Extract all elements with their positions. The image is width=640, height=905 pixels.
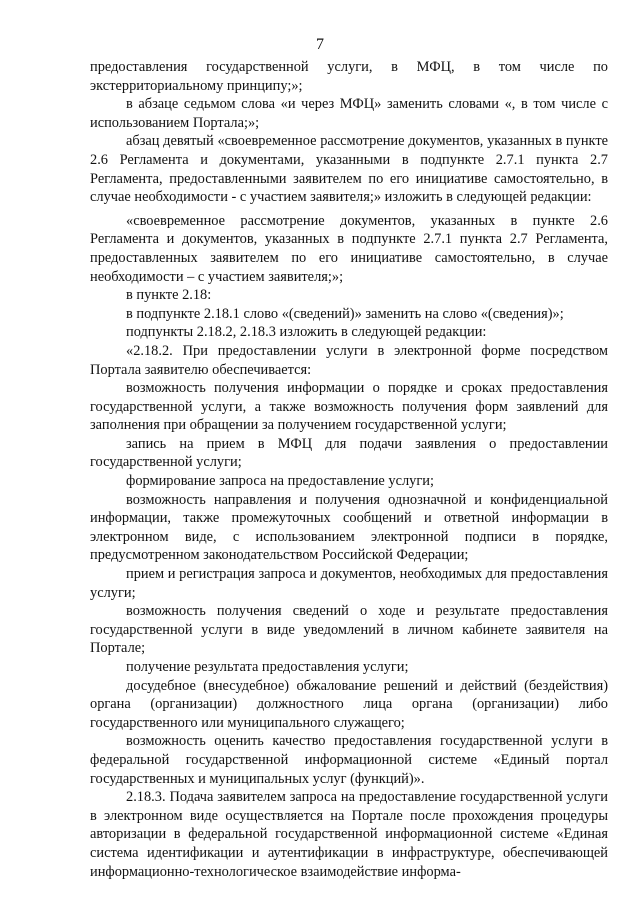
paragraph-2-18-2: «2.18.2. При предоставлении услуги в электронной форме посредством Портала заявителю обеспечивается:	[90, 342, 608, 378]
list-item: возможность оценить качество предоставления государственной услуги в федеральной государственной информационной системе «Единый портал государственных и муниципальных услуг (функций)».	[90, 733, 608, 787]
list-item: прием и регистрация запроса и документов, необходимых для предоставления услуги;	[90, 566, 608, 601]
paragraph-amendment-abzac-9: абзац девятый «своевременное рассмотрение документов, указанных в пункте 2.6 Регламента и документами, указанными в подпункте 2.7.1 пункта 2.7 Регламента, предоставленными заявителем по его инициативе самостоятельно, в случае необходимости - с участием заявителя;» изложить в следующей редакции:	[90, 133, 608, 206]
paragraph-point-2-18: в пункте 2.18:	[126, 287, 212, 304]
paragraph-amendment-abzac-7: в абзаце седьмом слова «и через МФЦ» заменить словами «, в том числе с использованием Портала;»;	[90, 96, 608, 131]
list-item: формирование запроса на предоставление услуги;	[126, 473, 434, 490]
document-body	[90, 58, 608, 881]
paragraph-new-wording: «своевременное рассмотрение документов, указанных в пункте 2.6 Регламента и документов, указанных в подпункте 2.7.1 пункта 2.7 Регламента, предоставленных заявителем по его инициативе самостоятельно, в случае необходимости – с участием заявителя;»;	[90, 212, 608, 285]
paragraph-subpoint-2-18-1: в подпункте 2.18.1 слово «(сведений)» заменить на слово «(сведения)»;	[126, 305, 564, 322]
list-item: возможность получения информации о порядке и сроках предоставления государственной услуги, а также возможность получения форм заявлений для заполнения при обращении за получением государственной услуги;	[90, 380, 608, 434]
list-item: возможность направления и получения однозначной и конфиденциальной информации, также промежуточных сообщений и ответной информации в электронном виде, с использованием электронной подписи в порядке, предусмотренном законодательством Российской Федерации;	[90, 491, 608, 564]
list-item: возможность получения сведений о ходе и результате предоставления государственной услуги в виде уведомлений в личном кабинете заявителя на Портале;	[90, 603, 608, 657]
list-item: досудебное (внесудебное) обжалование решений и действий (бездействия) органа (организации) должностного лица органа (организации) либо государственного или муниципального служащего;	[90, 677, 608, 731]
list-item: запись на прием в МФЦ для подачи заявления о предоставлении государственной услуги;	[90, 435, 608, 471]
paragraph-continuation: предоставления государственной услуги, в МФЦ, в том числе по экстерриториальному принципу;»;	[90, 59, 608, 94]
paragraph-subpoints-2-18-2-3: подпункты 2.18.2, 2.18.3 изложить в следующей редакции:	[126, 324, 487, 341]
paragraph-2-18-3: 2.18.3. Подача заявителем запроса на предоставление государственной услуги в электронном виде осуществляется на Портале после прохождения процедуры авторизации в федеральной государственной информационной системе «Единая система идентификации и аутентификации в инфраструктуре, обеспечивающей информационно-технологическое взаимодействие информа-	[90, 789, 608, 880]
page-number: 7	[316, 36, 324, 53]
list-item: получение результата предоставления услуги;	[126, 659, 409, 675]
